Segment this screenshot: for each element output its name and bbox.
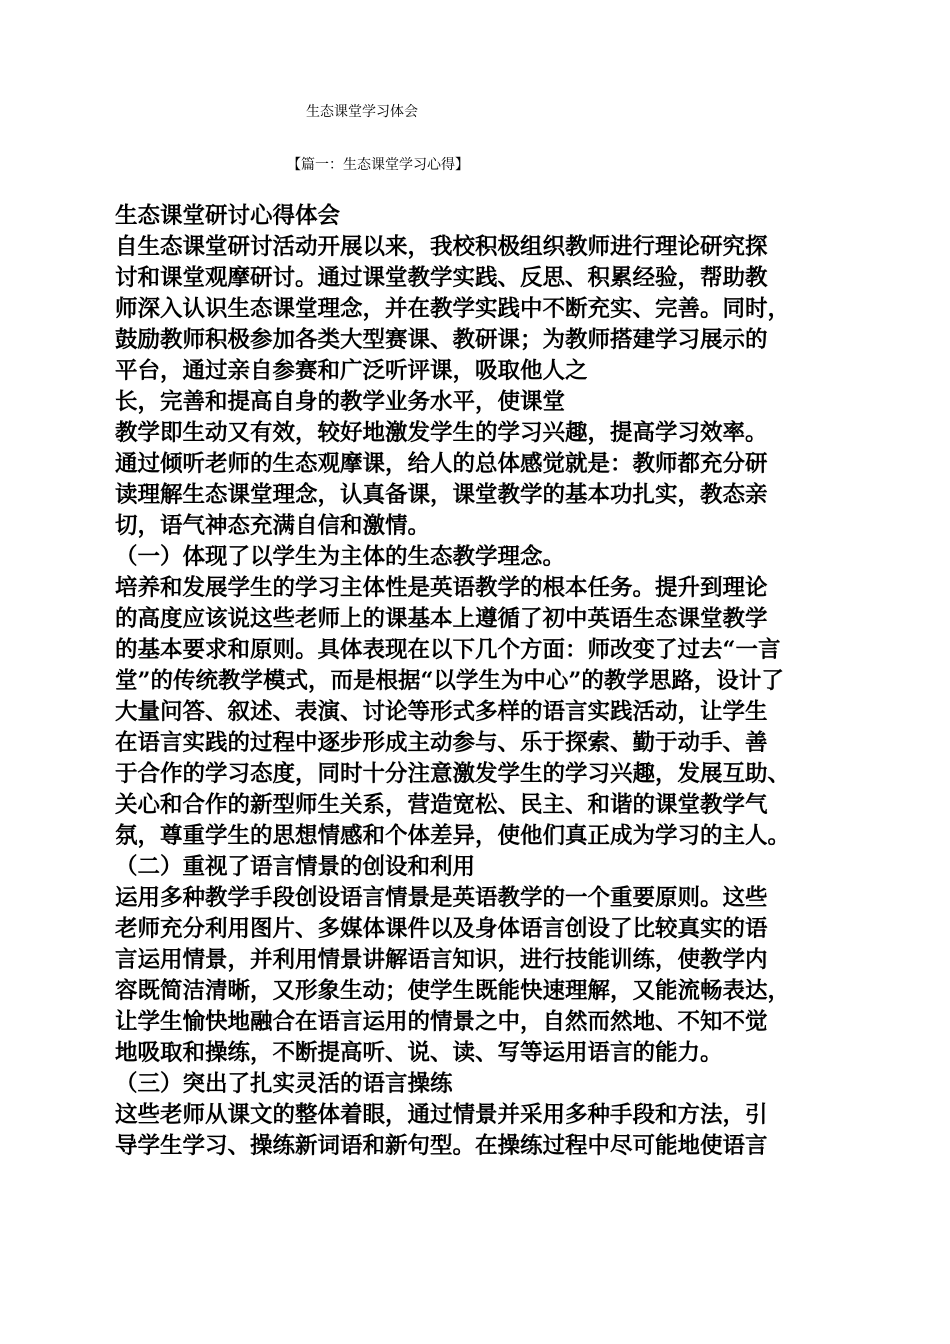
body-line: 地吸取和操练，不断提高听、说、读、写等运用语言的能力。 — [115, 1040, 723, 1066]
body-line: 读理解生态课堂理念，认真备课，课堂教学的基本功扎实，教态亲 — [115, 482, 768, 508]
section-heading: （二）重视了语言情景的创设和利用 — [115, 854, 476, 880]
body-line: 堂”的传统教学模式，而是根据“以学生为中心”的教学思路，设计了 — [115, 668, 784, 694]
body-line: 言运用情景，并利用情景讲解语言知识，进行技能训练，使教学内 — [115, 947, 768, 973]
body-line: 生态课堂研讨心得体会 — [115, 203, 341, 229]
body-line: 容既简洁清晰，又形象生动；使学生既能快速理解，又能流畅表达， — [115, 978, 791, 1004]
body-line: 老师充分利用图片、多媒体课件以及身体语言创设了比较真实的语 — [115, 916, 768, 942]
body-line: 于合作的学习态度，同时十分注意激发学生的学习兴趣，发展互助、 — [115, 761, 791, 787]
body-line: 在语言实践的过程中逐步形成主动参与、乐于探索、勤于动手、善 — [115, 730, 768, 756]
body-line: 的高度应该说这些老师上的课基本上遵循了初中英语生态课堂教学 — [115, 606, 768, 632]
document-subtitle: 【篇一：生态课堂学习心得】 — [287, 157, 469, 173]
body-line: 通过倾听老师的生态观摩课，给人的总体感觉就是：教师都充分研 — [115, 451, 768, 477]
section-heading: （一）体现了以学生为主体的生态教学理念。 — [115, 544, 566, 570]
section-heading: （三）突出了扎实灵活的语言操练 — [115, 1071, 453, 1097]
body-line: 的基本要求和原则。具体表现在以下几个方面：师改变了过去“一言 — [115, 637, 781, 663]
body-line: 切，语气神态充满自信和激情。 — [115, 513, 431, 539]
body-line: 关心和合作的新型师生关系，营造宽松、民主、和谐的课堂教学气 — [115, 792, 768, 818]
document-title: 生态课堂学习体会 — [306, 104, 418, 120]
body-line: 运用多种教学手段创设语言情景是英语教学的一个重要原则。这些 — [115, 885, 768, 911]
body-line: 氛，尊重学生的思想情感和个体差异，使他们真正成为学习的主人。 — [115, 823, 791, 849]
body-line: 平台，通过亲自参赛和广泛听评课，吸取他人之 — [115, 358, 588, 384]
document-body — [115, 201, 835, 1162]
body-line: 培养和发展学生的学习主体性是英语教学的根本任务。提升到理论 — [115, 575, 768, 601]
body-line: 大量问答、叙述、表演、讨论等形式多样的语言实践活动，让学生 — [115, 699, 768, 725]
body-line: 这些老师从课文的整体着眼，通过情景并采用多种手段和方法，引 — [115, 1102, 768, 1128]
body-line: 自生态课堂研讨活动开展以来，我校积极组织教师进行理论研究探 — [115, 234, 768, 260]
body-line: 让学生愉快地融合在语言运用的情景之中，自然而然地、不知不觉 — [115, 1009, 768, 1035]
body-line: 导学生学习、操练新词语和新句型。在操练过程中尽可能地使语言 — [115, 1133, 768, 1159]
body-line: 师深入认识生态课堂理念，并在教学实践中不断充实、完善。同时， — [115, 296, 791, 322]
body-line: 讨和课堂观摩研讨。通过课堂教学实践、反思、积累经验，帮助教 — [115, 265, 768, 291]
body-line: 长，完善和提高自身的教学业务水平，使课堂 — [115, 389, 566, 415]
body-line: 教学即生动又有效，较好地激发学生的学习兴趣，提高学习效率。 — [115, 420, 768, 446]
body-line: 鼓励教师积极参加各类大型赛课、教研课；为教师搭建学习展示的 — [115, 327, 768, 353]
